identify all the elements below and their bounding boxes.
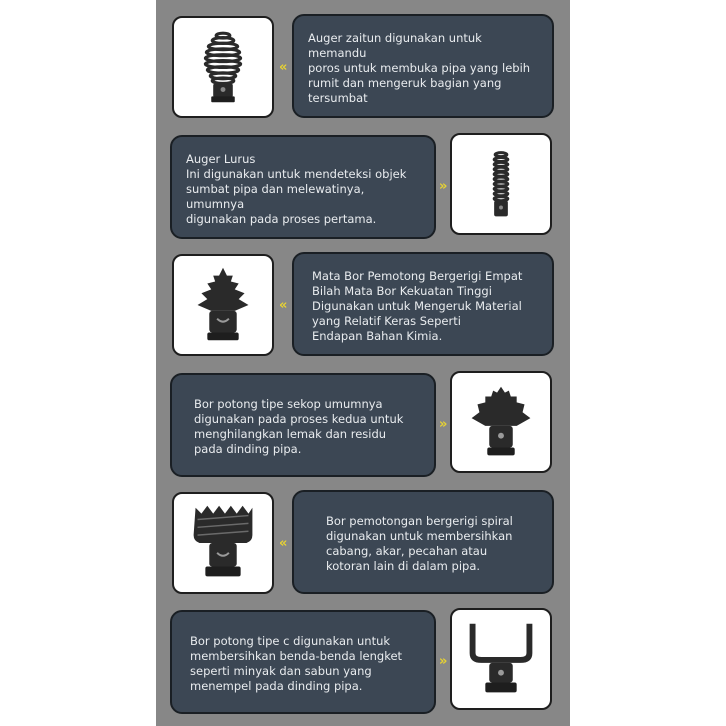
item-row-olive-auger [156, 14, 570, 120]
spade-cutter-icon [450, 371, 552, 473]
item-description [292, 14, 554, 118]
description-line: Bilah Mata Bor Kekuatan Tinggi [312, 283, 492, 298]
description-line: sumbat pipa dan melewatinya, umumnya [186, 181, 365, 211]
item-row-four-blade-cutter [156, 252, 570, 358]
item-description [292, 490, 554, 594]
description-line: membersihkan benda-benda lengket [190, 649, 403, 663]
description-line: pada dinding pipa. [194, 442, 302, 456]
item-description [170, 373, 436, 477]
item-description [170, 135, 436, 239]
chevron-right-icon: » [439, 417, 448, 432]
description-line: Auger Lurus [186, 151, 256, 166]
description-line: tersumbat [308, 90, 368, 105]
description-line: menempel pada dinding pipa. [190, 679, 363, 693]
item-description [170, 610, 436, 714]
four-blade-serrated-cutter-icon [172, 254, 274, 356]
item-row-spade-cutter [156, 371, 570, 477]
item-row-spiral-cutter [156, 490, 570, 596]
description-line: cabang, akar, pecahan atau [326, 544, 488, 558]
description-line: Mata Bor Pemotong Bergerigi Empat [312, 268, 523, 283]
description-line: Bor potong tipe c digunakan untuk [190, 634, 391, 648]
description-line: Auger zaitun digunakan untuk memandu [308, 30, 482, 60]
c-type-cutter-icon [450, 608, 552, 710]
description-line: digunakan untuk membersihkan [326, 529, 513, 543]
chevron-right-icon: » [439, 179, 448, 194]
description-line: digunakan pada proses kedua untuk [194, 412, 404, 426]
chevron-left-icon: « [279, 536, 288, 551]
chevron-right-icon: » [439, 654, 448, 669]
description-line: Digunakan untuk Mengeruk Material [312, 298, 522, 313]
description-line: Bor potong tipe sekop umumnya [194, 397, 383, 411]
chevron-left-icon: « [279, 298, 288, 313]
item-row-c-type-cutter [156, 608, 570, 714]
description-line: Ini digunakan untuk mendeteksi objek [186, 166, 407, 181]
straight-auger-icon [450, 133, 552, 235]
description-line: rumit dan mengeruk bagian yang [308, 75, 502, 90]
olive-auger-icon [172, 16, 274, 118]
chevron-left-icon: « [279, 60, 288, 75]
description-line: seperti minyak dan sabun yang [190, 664, 372, 678]
item-row-straight-auger [156, 133, 570, 239]
description-line: Bor pemotongan bergerigi spiral [326, 514, 513, 528]
description-line: menghilangkan lemak dan residu [194, 427, 387, 441]
description-line: digunakan pada proses pertama. [186, 211, 377, 226]
description-line: kotoran lain di dalam pipa. [326, 559, 481, 573]
item-description [292, 252, 554, 356]
description-line: yang Relatif Keras Seperti [312, 313, 461, 328]
description-line: Endapan Bahan Kimia. [312, 328, 443, 343]
description-line: poros untuk membuka pipa yang lebih [308, 60, 531, 75]
info-panel [156, 0, 570, 726]
spiral-serrated-cutter-icon [172, 492, 274, 594]
